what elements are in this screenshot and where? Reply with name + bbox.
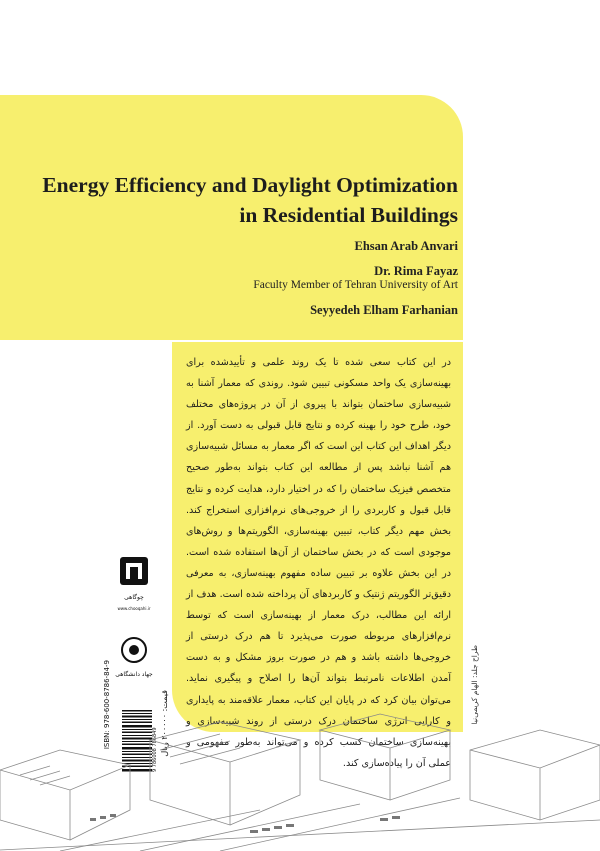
author-3: Seyyedeh Elham Farhanian (310, 303, 458, 317)
svg-text:چوگاهی: چوگاهی (124, 594, 144, 601)
barcode-number: 9 786008 786849 (152, 727, 158, 772)
cover-designer-credit: طراح جلد: الهام کریمی‌نیا (470, 645, 479, 725)
publisher-logo (116, 555, 152, 621)
description-panel (172, 342, 463, 769)
author-2: Dr. Rima Fayaz (374, 264, 458, 278)
author-2-affiliation: Faculty Member of Tehran University of Art (253, 279, 458, 291)
book-title: Energy Efficiency and Daylight Optimization in Residential Buildings (42, 173, 458, 227)
isbn-text: ISBN: 978-600-8786-84-9 (103, 660, 111, 750)
description-text: در این کتاب سعی شده تا یک روند علمی و تأییدشده برای بهینه‌سازی یک واحد مسکونی تبیین شود. روندی که معمار آشنا به شبیه‌سازی ساختمان بتواند با پیروی از آن در پروژه‌های مختلف خود، طرح خود را بهینه کرده و نتایج قابل قبولی به دست آورد. از دیگر اهداف این کتاب این است که اگر معمار به مسائل شبیه‌سازی هم آشنا نباشد پس از مطالعه این کتاب بتواند به‌طور صحیح متخصص فیزیک ساختمان را که در اختیار دارد، هدایت کرده و نتایج قابل قبول و کاربردی را از خروجی‌های نرم‌افزاری استخراج کند. بخش مهم دیگر کتاب، تبیین بهینه‌سازی، الگوریتم‌ها و روش‌های موجودی است که در بخش ساختمان از آن‌ها استفاده شده است. در این بخش علاوه بر تبیین ساده مفهوم بهینه‌سازی، به معرفی دقیق‌تر الگوریتم ژنتیک و کاربردهای آن پرداخته شده است. هدف از ارائه این مطالب، درک معمار از بهینه‌سازی است که توسط نرم‌افزارهای مربوطه صورت می‌پذیرد تا هم درک درستی از خروجی‌ها داشته باشد و هم در صورت بروز مشکل و به دست آمدن اطلاعات نامرتبط بتواند آن‌ها را اصلاح و پیگیری نماید. می‌توان بیان کرد که در پایان این کتاب، معمار علاقه‌مند به پایداری و کارایی انرژی ساختمان درک درستی از روند شبیه‌سازی و بهینه‌سازی ساختمان کسب کرده و می‌تواند به‌طور مفهومی و عملی آن را پیاده‌سازی کند. (186, 357, 451, 769)
publisher-site: www.chooqahi.ir (117, 606, 151, 611)
author-1: Ehsan Arab Anvari (354, 239, 458, 253)
price-text: قیمت: ۲۰۰۰۰۰ ریال (160, 690, 169, 757)
jahad-label: جهاد دانشگاهی (115, 671, 153, 678)
city-sketch-illustration (0, 700, 600, 851)
